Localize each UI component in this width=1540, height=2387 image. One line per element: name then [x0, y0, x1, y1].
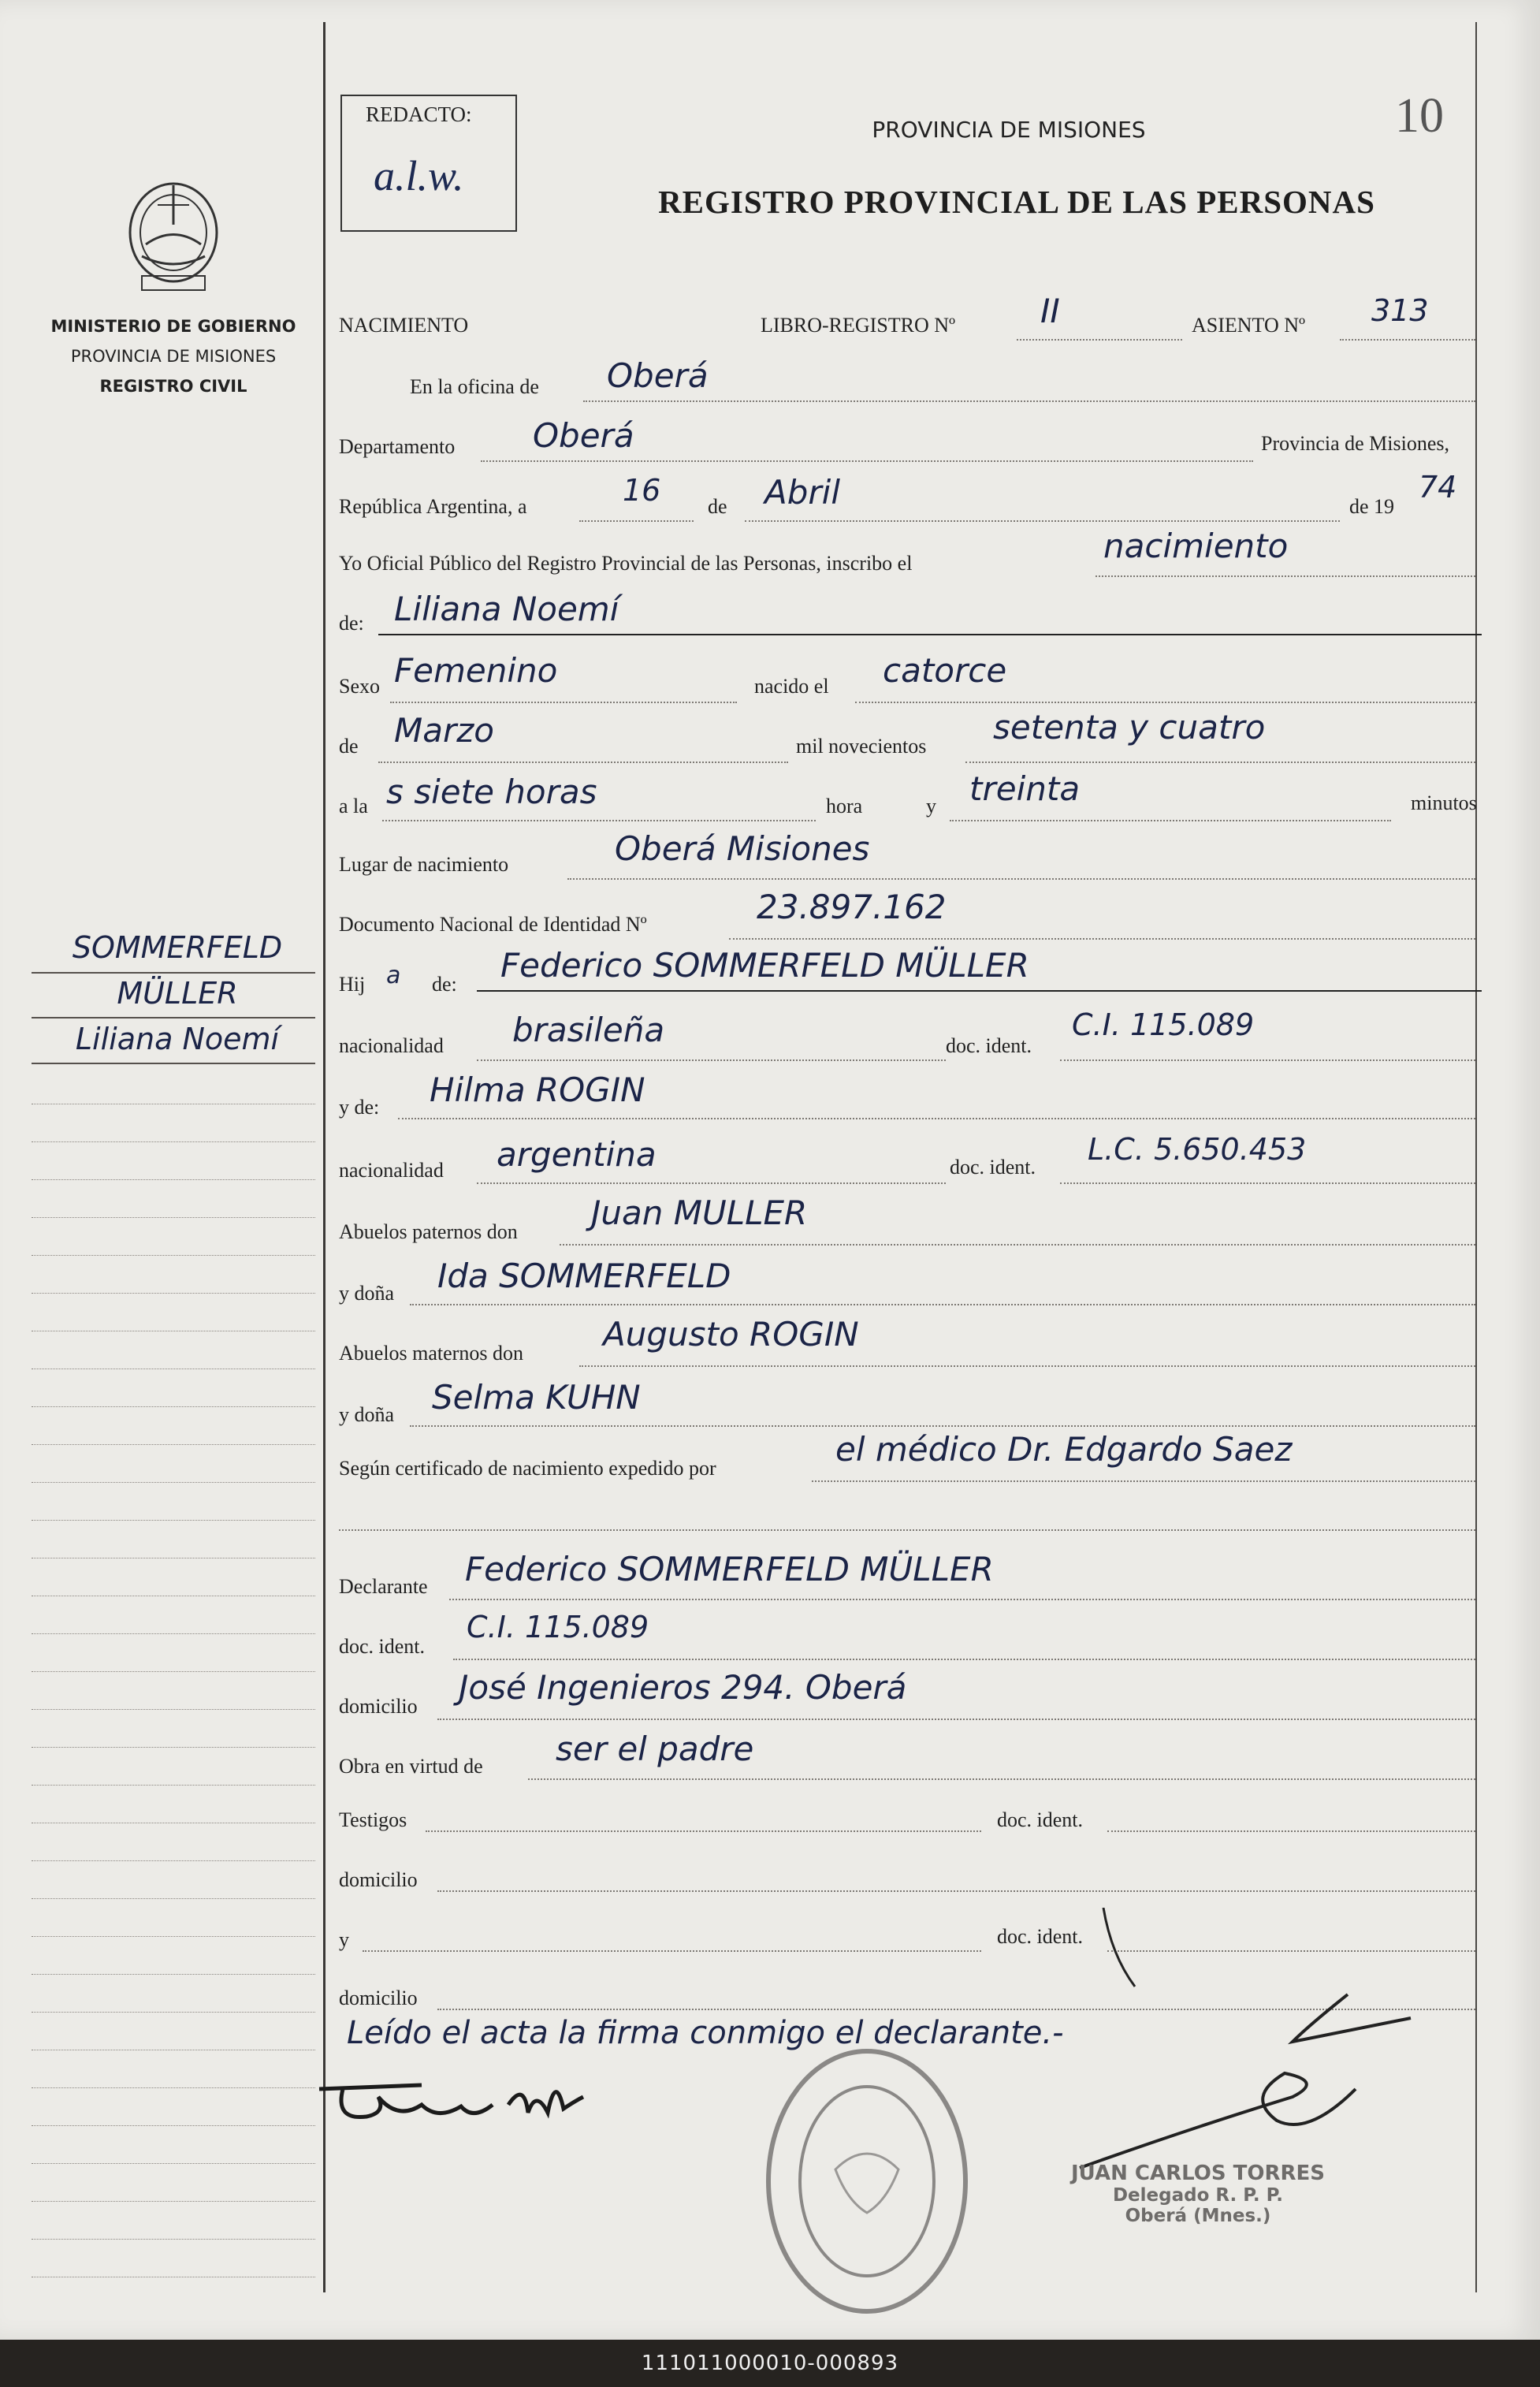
- margin-rule: [32, 1898, 315, 1899]
- hora-label: hora: [826, 795, 863, 817]
- segun-line: [812, 1480, 1475, 1482]
- libro-label: LIBRO-REGISTRO Nº: [761, 314, 956, 337]
- minutes-line: [950, 820, 1391, 821]
- mother-doc-line: [1060, 1182, 1475, 1184]
- margin-rule: [32, 1974, 315, 1975]
- testigos-line: [426, 1830, 981, 1832]
- father-doc-line: [1060, 1059, 1475, 1061]
- testigos-doc-line: [1107, 1830, 1475, 1832]
- declarante-label: Declarante: [339, 1575, 428, 1598]
- maternal-grandmother-line: [410, 1425, 1475, 1427]
- archive-code: 111011000010-000893: [641, 2352, 899, 2375]
- abuelos-paternos-label: Abuelos paternos don: [339, 1220, 518, 1243]
- y-dona-label: y doña: [339, 1403, 395, 1426]
- father-nationality: brasileña: [512, 1011, 665, 1049]
- obra-line: [528, 1778, 1475, 1780]
- maternal-grandfather-line: [579, 1365, 1475, 1367]
- margin-rule: [32, 1520, 315, 1521]
- de-nombre-label: de:: [339, 612, 364, 635]
- declarante-line: [449, 1599, 1475, 1600]
- father-nationality-line: [477, 1059, 946, 1061]
- margin-rule: [32, 2163, 315, 2164]
- margin-rule: [32, 1293, 315, 1294]
- decl-doc-label: doc. ident.: [339, 1635, 426, 1658]
- departamento-value: Oberá: [533, 416, 634, 455]
- official-signature-icon: [1072, 1908, 1434, 2191]
- margin-rule: [32, 1141, 315, 1142]
- margin-note-surname2: MÜLLER: [117, 976, 238, 1011]
- birth-month-line: [378, 762, 788, 763]
- declarant-signature-icon: [311, 2057, 674, 2144]
- asiento-value: 313: [1371, 293, 1429, 328]
- mother-nationality-line: [477, 1182, 946, 1184]
- redacto-box: [340, 95, 517, 232]
- day-value: 16: [623, 473, 661, 508]
- nacido-label: nacido el: [754, 675, 829, 698]
- child-name: Liliana Noemí: [394, 590, 619, 628]
- minutes-value: treinta: [969, 769, 1081, 808]
- paternal-grandmother-line: [410, 1304, 1475, 1305]
- civil-registry-label: REGISTRO CIVIL: [99, 377, 247, 396]
- republica-label: República Argentina, a: [339, 495, 527, 518]
- testigos-label: Testigos: [339, 1808, 407, 1831]
- margin-rule: [32, 2012, 315, 2013]
- margin-rule: [32, 1017, 315, 1018]
- hijo-label: Hij: [339, 973, 366, 996]
- de-month-label: de: [339, 735, 359, 758]
- margin-rule: [32, 1482, 315, 1483]
- margin-rule: [32, 2201, 315, 2202]
- doc-ident-label: doc. ident.: [997, 1808, 1084, 1831]
- libro-value: II: [1040, 292, 1060, 330]
- hijo-de-label: de:: [432, 973, 457, 996]
- hour-line: [382, 820, 816, 821]
- margin-rule: [32, 2087, 315, 2088]
- birth-year-words: setenta y cuatro: [993, 708, 1266, 747]
- birth-month: Marzo: [394, 711, 494, 750]
- doc-ident-label: doc. ident.: [950, 1156, 1036, 1179]
- abuelos-maternos-label: Abuelos maternos don: [339, 1342, 523, 1365]
- redacto-label: REDACTO:: [366, 102, 472, 126]
- oficina-label: En la oficina de: [410, 375, 539, 398]
- father-name: Federico SOMMERFELD MÜLLER: [500, 946, 1029, 985]
- segun-value: el médico Dr. Edgardo Saez: [835, 1430, 1293, 1469]
- inscribo-line: [1095, 575, 1475, 577]
- paternal-grandfather-line: [560, 1244, 1475, 1246]
- father-line: [477, 990, 1482, 992]
- province-label: PROVINCIA DE MISIONES: [70, 347, 277, 366]
- y-de-label: y de:: [339, 1096, 380, 1119]
- segun-line2: [339, 1529, 1475, 1531]
- domicilio2-line: [437, 1890, 1475, 1892]
- nacionalidad-label: nacionalidad: [339, 1159, 444, 1182]
- lugar-line: [567, 878, 1475, 880]
- doc-ident-label: doc. ident.: [946, 1034, 1032, 1057]
- margin-rule: [32, 1709, 315, 1710]
- month-value: Abril: [764, 473, 840, 512]
- declarante-value: Federico SOMMERFELD MÜLLER: [465, 1550, 994, 1588]
- redacto-initials: a.l.w.: [374, 152, 464, 199]
- registry-stamp-icon: [761, 2043, 973, 2319]
- libro-line: [1017, 339, 1182, 341]
- dni-value: 23.897.162: [757, 888, 947, 926]
- nacido-line: [855, 702, 1475, 703]
- dni-label: Documento Nacional de Identidad Nº: [339, 913, 647, 936]
- registry-title: REGISTRO PROVINCIAL DE LAS PERSONAS: [658, 184, 1375, 220]
- page-number: 10: [1395, 89, 1444, 143]
- mil-label: mil novecientos: [796, 735, 927, 758]
- obra-label: Obra en virtud de: [339, 1755, 483, 1778]
- asiento-line: [1340, 339, 1475, 341]
- margin-rule: [32, 1217, 315, 1218]
- coat-of-arms-icon: [118, 177, 229, 303]
- a-la-label: a la: [339, 795, 368, 817]
- mother-name: Hilma ROGIN: [430, 1071, 645, 1109]
- father-doc: C.I. 115.089: [1072, 1007, 1255, 1042]
- paternal-grandmother: Ida SOMMERFELD: [437, 1257, 731, 1295]
- margin-rule: [32, 1444, 315, 1445]
- y-label: y: [339, 1928, 349, 1951]
- margin-note-name: Liliana Noemí: [75, 1022, 280, 1056]
- margin-rule: [32, 1785, 315, 1786]
- domicilio-label: domicilio: [339, 1868, 418, 1891]
- decl-doc-value: C.I. 115.089: [467, 1610, 649, 1644]
- obra-value: ser el padre: [556, 1730, 754, 1768]
- margin-line: [323, 22, 325, 2292]
- margin-rule: [32, 2125, 315, 2126]
- official-place: Oberá (Mnes.): [1125, 2206, 1271, 2226]
- day-line: [579, 520, 694, 522]
- year-prefix: de 19: [1349, 495, 1395, 518]
- lugar-value: Oberá Misiones: [615, 829, 870, 868]
- margin-note-surname: SOMMERFELD: [72, 930, 283, 965]
- archive-code-bar: [0, 2340, 1540, 2387]
- asiento-label: ASIENTO Nº: [1192, 314, 1306, 337]
- margin-rule: [32, 1936, 315, 1937]
- act-type-label: NACIMIENTO: [339, 314, 469, 337]
- y-dona-label: y doña: [339, 1282, 395, 1305]
- right-margin-line: [1475, 22, 1477, 2292]
- margin-rule: [32, 1063, 315, 1064]
- segun-label: Según certificado de nacimiento expedido por: [339, 1457, 716, 1480]
- official-title: Delegado R. P. P.: [1112, 2185, 1284, 2206]
- margin-rule: [32, 972, 315, 974]
- hijo-suffix: a: [386, 962, 401, 989]
- oficina-value: Oberá: [607, 356, 709, 395]
- birth-year-line: [965, 762, 1475, 763]
- mother-line: [398, 1118, 1475, 1119]
- domicilio-value: José Ingenieros 294. Oberá: [459, 1668, 907, 1707]
- de-label: de: [708, 495, 727, 518]
- margin-rule: [32, 1747, 315, 1748]
- nacionalidad-label: nacionalidad: [339, 1034, 444, 1057]
- domicilio-label: domicilio: [339, 1987, 418, 2009]
- closing-statement: Leído el acta la firma conmigo el declarante.-: [347, 2015, 1064, 2051]
- sexo-line: [390, 702, 737, 703]
- sexo-value: Femenino: [394, 651, 558, 690]
- year-value: 74: [1419, 470, 1457, 505]
- domicilio-label: domicilio: [339, 1695, 418, 1718]
- minutos-label: minutos: [1411, 791, 1477, 814]
- domicilio-line: [437, 1719, 1475, 1720]
- hour-value: s siete horas: [386, 773, 597, 811]
- name-line: [378, 634, 1482, 635]
- mother-doc: L.C. 5.650.453: [1088, 1132, 1307, 1167]
- margin-rule: [32, 2239, 315, 2240]
- maternal-grandfather: Augusto ROGIN: [603, 1315, 859, 1354]
- testigo2-line: [363, 1950, 981, 1952]
- margin-rule: [32, 1671, 315, 1672]
- margin-rule: [32, 1255, 315, 1256]
- departamento-line: [481, 460, 1253, 462]
- month-line: [745, 520, 1340, 522]
- provincia-suffix: Provincia de Misiones,: [1261, 432, 1450, 455]
- y-label: y: [926, 795, 936, 817]
- yo-oficial-label: Yo Oficial Público del Registro Provincial de las Personas, inscribo el: [339, 552, 913, 575]
- oficina-line: [583, 400, 1475, 402]
- dni-line: [729, 938, 1475, 940]
- official-name: JUAN CARLOS TORRES: [1070, 2162, 1326, 2185]
- ministry-label: MINISTERIO DE GOBIERNO: [50, 317, 296, 336]
- sexo-label: Sexo: [339, 675, 380, 698]
- mother-nationality: argentina: [497, 1135, 657, 1174]
- margin-rule: [32, 1179, 315, 1180]
- margin-rule: [32, 1406, 315, 1407]
- maternal-grandmother: Selma KUHN: [432, 1378, 641, 1417]
- nacido-value: catorce: [883, 651, 1007, 690]
- province-title: PROVINCIA DE MISIONES: [872, 117, 1146, 143]
- margin-rule: [32, 1633, 315, 1634]
- decl-doc-line: [453, 1659, 1475, 1660]
- margin-rule: [32, 1860, 315, 1861]
- paternal-grandfather: Juan MULLER: [591, 1194, 808, 1232]
- doc-ident-label: doc. ident.: [997, 1925, 1084, 1948]
- official-name-stamp: [1048, 2162, 1348, 2226]
- lugar-label: Lugar de nacimiento: [339, 853, 509, 876]
- departamento-label: Departamento: [339, 435, 456, 458]
- inscribo-value: nacimiento: [1103, 527, 1289, 565]
